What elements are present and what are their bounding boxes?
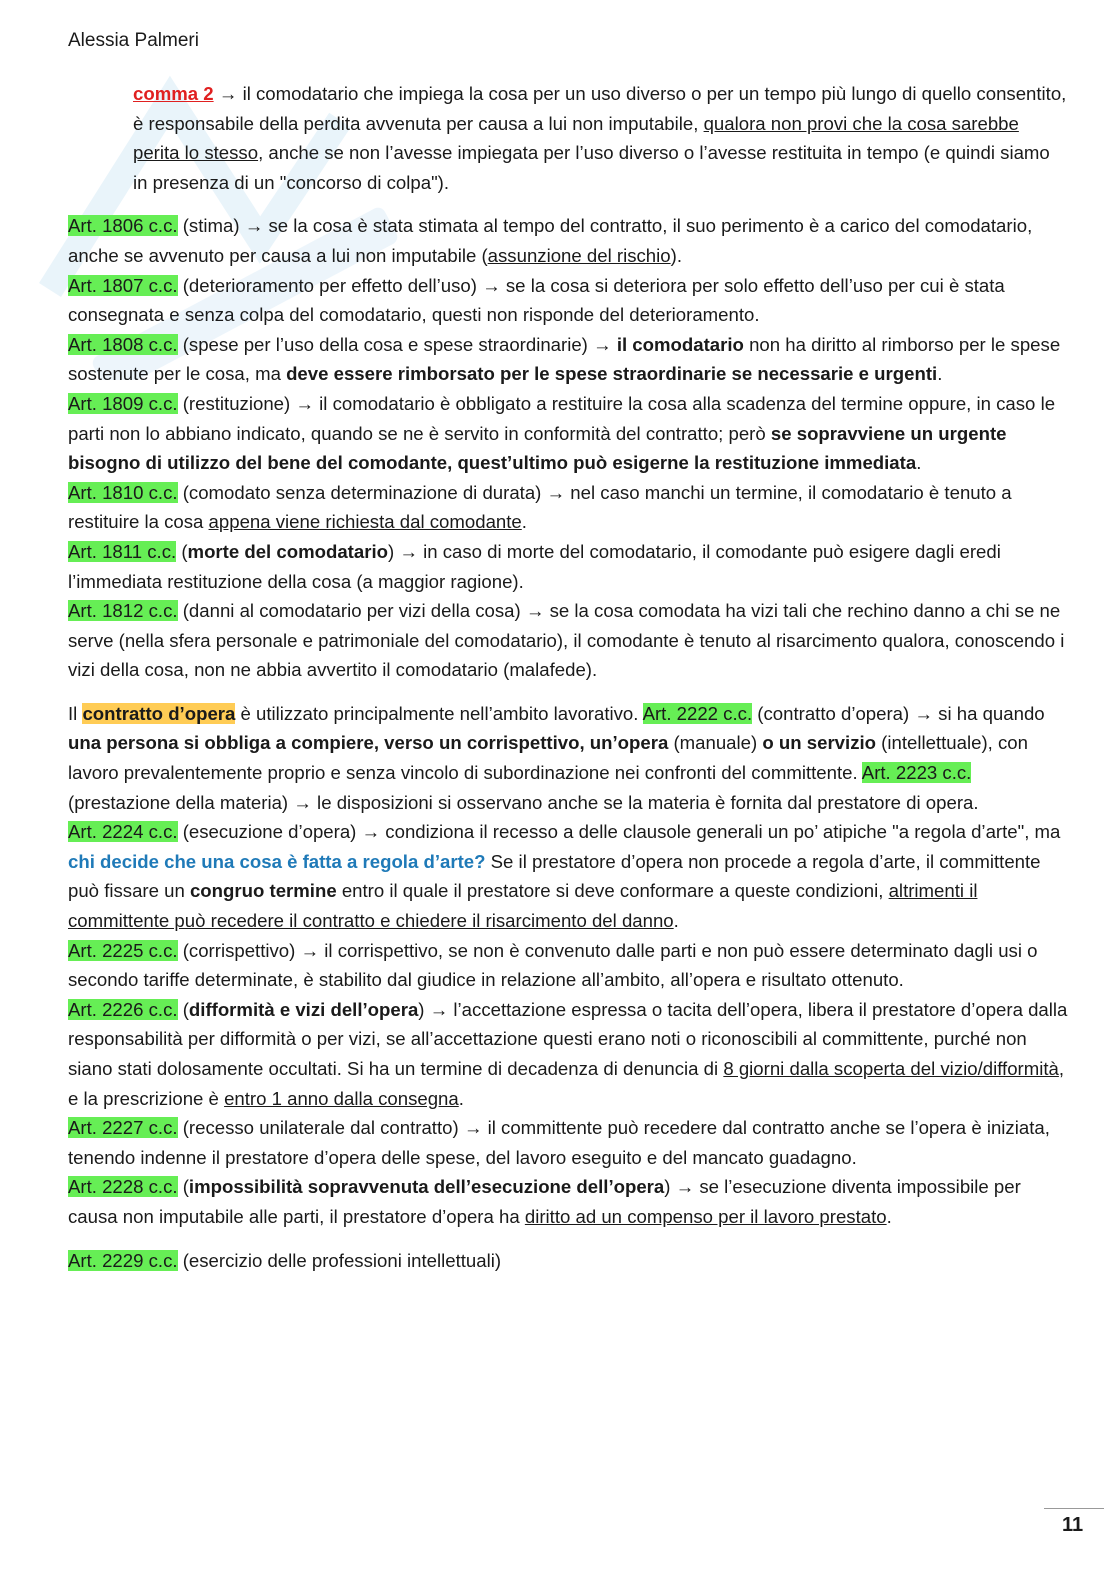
article-ref: Art. 1811 c.c. <box>68 540 177 562</box>
arrow-icon: → <box>482 274 501 296</box>
arrow-icon: → <box>525 600 545 622</box>
article-ref: Art. 2226 c.c. <box>68 998 178 1020</box>
arrow-icon: → <box>295 392 314 414</box>
text: ( <box>177 998 189 1020</box>
text: (prestazione della materia) <box>68 791 294 813</box>
document-body <box>68 79 1068 1275</box>
text: (stima) <box>177 215 245 237</box>
paragraph-art-2224 <box>68 817 1068 935</box>
text: ( <box>176 540 188 562</box>
header-author: Alessia Palmeri <box>68 30 199 51</box>
bold-text: o un servizio <box>762 732 877 754</box>
paragraph-art-1810 <box>68 478 1068 537</box>
arrow-icon: → <box>546 481 566 503</box>
text: se la cosa comodata ha vizi tali che rechino danno a chi se ne serve (nella sfera personale e patrimoniale del comodatario), il comodante è tenuto al risarcimento qualora, conoscendo i vizi della cosa, non ne abbia avvertito il comodatario (malafede). <box>68 600 1065 681</box>
text: il comodatario che impiega la cosa per un uso diverso o per un tempo più lungo di quello consentito, è responsabile della perdita avvenuta per causa a lui non imputabile, <box>133 83 1067 134</box>
paragraph-art-2226 <box>68 995 1068 1113</box>
text: Il <box>68 702 83 724</box>
arrow-icon: → <box>218 83 238 104</box>
article-ref: Art. 2225 c.c. <box>68 939 178 961</box>
text: (esercizio delle professioni intellettuali) <box>177 1249 502 1271</box>
bold-text: una persona si obbliga a compiere, verso un corrispettivo, un’opera <box>68 732 669 754</box>
text: il comodatario è obbligato a restituire la cosa alla scadenza del termine oppure, in caso le parti non lo abbiano indicato, quando se ne è servito in conformità del contratto; però <box>68 392 1056 444</box>
underlined-text: entro 1 anno dalla consegna <box>224 1087 459 1109</box>
text: . <box>937 363 943 385</box>
text: , e la prescrizione è <box>68 1058 1065 1109</box>
article-ref: Art. 1812 c.c. <box>68 600 178 622</box>
arrow-icon: → <box>675 1176 695 1198</box>
paragraph-art-1812 <box>68 596 1068 685</box>
text: se la cosa è stata stimata al tempo del contratto, il suo perimento è a carico del comodatario, anche se avvenuto per causa a lui non imputabile ( <box>68 215 1033 266</box>
paragraph-art-1808 <box>68 330 1068 389</box>
arrow-icon: → <box>463 1117 483 1139</box>
bold-text: impossibilità sopravvenuta dell’esecuzione dell’opera <box>188 1176 665 1198</box>
arrow-icon: → <box>399 540 418 562</box>
text: ). <box>670 244 682 266</box>
text: condiziona il recesso a delle clausole generali un po’ atipiche "a regola d’arte", ma <box>380 821 1061 843</box>
question-text: chi decide che una cosa è fatta a regola d’arte? <box>68 850 486 872</box>
arrow-icon: → <box>293 791 312 813</box>
text: se la cosa si deteriora per solo effetto dell’uso per cui è stata consegnata e senza colpa del comodatario, questi non risponde del deterioramento. <box>68 274 1005 326</box>
paragraph-art-2225 <box>68 936 1068 995</box>
text: ) <box>418 998 430 1020</box>
text: (danni al comodatario per vizi della cosa) <box>177 600 526 622</box>
paragraph-art-1809 <box>68 389 1068 478</box>
paragraph-art-1806 <box>68 211 1068 270</box>
text: . <box>886 1205 892 1227</box>
text: non ha diritto al rimborso per le spese sostenute per le cosa, ma <box>68 333 1061 385</box>
text: Se il prestatore d’opera non procede a regola d’arte, il committente può fissare un <box>68 850 1041 902</box>
text: (esecuzione d’opera) <box>177 821 362 843</box>
underlined-text: 8 giorni dalla scoperta del vizio/difformità <box>723 1058 1059 1079</box>
text: (contratto d’opera) <box>752 702 915 724</box>
bold-text: se sopravviene un urgente bisogno di utilizzo del bene del comodante, quest’ultimo può esigerne la restituzione immediata <box>68 422 1007 474</box>
paragraph-comma-2 <box>68 79 1068 197</box>
text: (deterioramento per effetto dell’uso) <box>177 274 483 296</box>
underlined-text: appena viene richiesta dal comodante <box>208 511 522 533</box>
bold-text: congruo termine <box>189 880 337 902</box>
article-ref: Art. 2227 c.c. <box>68 1117 178 1139</box>
text: . <box>521 511 527 533</box>
text: nel caso manchi un termine, il comodatario è tenuto a restituire la cosa <box>68 481 1012 533</box>
text: . <box>673 910 679 932</box>
article-ref: Art. 2228 c.c. <box>68 1176 178 1198</box>
article-ref: Art. 1809 c.c. <box>68 392 178 414</box>
underlined-text: assunzione del rischio <box>487 244 671 266</box>
text: il committente può recedere dal contratto anche se l’opera è iniziata, tenendo indenne il prestatore d’opera delle spese, del lavoro eseguito e del mancato guadagno. <box>68 1117 1050 1168</box>
text: (corrispettivo) <box>177 939 301 961</box>
text: il corrispettivo, se non è convenuto dalle parti e non può essere determinato dagli usi o secondo tariffe determinate, è stabilito dal giudice in relazione all’ambito, all’opera e risultato ottenuto. <box>68 939 1038 991</box>
underlined-text: diritto ad un compenso per il lavoro prestato <box>524 1205 887 1227</box>
page-number: 11 <box>1062 1514 1084 1536</box>
text: si ha quando <box>932 702 1045 724</box>
text: ) <box>387 540 400 562</box>
underlined-text: qualora non provi che la cosa sarebbe perita lo stesso <box>133 112 1019 164</box>
arrow-icon: → <box>300 939 320 961</box>
highlighted-term: contratto d’opera <box>82 702 236 724</box>
footer-rule <box>1044 1508 1104 1509</box>
text: (manuale) <box>668 732 763 754</box>
text: (spese per l’uso della cosa e spese straordinarie) <box>177 333 594 355</box>
paragraph-contratto-opera <box>68 699 1068 817</box>
text: . <box>916 452 922 474</box>
text: è utilizzato principalmente nell’ambito lavorativo. <box>235 702 643 724</box>
paragraph-art-2228 <box>68 1172 1068 1231</box>
arrow-icon: → <box>429 998 449 1020</box>
arrow-icon: → <box>593 333 612 355</box>
bold-text: deve essere rimborsato per le spese straordinarie se necessarie e urgenti <box>286 363 938 385</box>
underlined-text: altrimenti il committente può recedere il contratto e chiedere il risarcimento del danno <box>68 880 978 932</box>
article-ref: Art. 2229 c.c. <box>68 1249 178 1271</box>
text: . <box>458 1087 464 1109</box>
text: ( <box>177 1176 189 1198</box>
text: (restituzione) <box>177 392 296 414</box>
article-ref: Art. 2222 c.c. <box>642 702 753 724</box>
text: se l’esecuzione diventa impossibile per causa non imputabile alle parti, il prestatore d’opera ha <box>68 1176 1021 1227</box>
bold-text: il comodatario <box>616 333 744 355</box>
text: ) <box>664 1176 676 1198</box>
paragraph-art-2227 <box>68 1113 1068 1172</box>
article-ref: Art. 1810 c.c. <box>68 481 178 503</box>
arrow-icon: → <box>244 215 264 237</box>
text: (intellettuale), con lavoro prevalentemente proprio e senza vincolo di subordinazione nei confronti del committente. <box>68 732 1028 784</box>
article-ref: Art. 1807 c.c. <box>68 274 178 296</box>
arrow-icon: → <box>914 702 933 724</box>
paragraph-art-1807 <box>68 271 1068 330</box>
text: (recesso unilaterale dal contratto) <box>177 1117 464 1139</box>
paragraph-art-2229 <box>68 1246 1068 1276</box>
text: le disposizioni si osservano anche se la materia è fornita dal prestatore di opera. <box>311 791 979 813</box>
text: in caso di morte del comodatario, il comodante può esigere dagli eredi l’immediata restituzione della cosa (a maggior ragione). <box>68 540 1001 592</box>
article-ref: Art. 2223 c.c. <box>861 762 972 784</box>
arrow-icon: → <box>361 821 381 843</box>
text: entro il quale il prestatore si deve conformare a queste condizioni, <box>336 880 889 902</box>
comma-2-label: comma 2 <box>133 83 214 104</box>
bold-text: difformità e vizi dell’opera <box>188 998 419 1020</box>
article-ref: Art. 1808 c.c. <box>68 333 178 355</box>
article-ref: Art. 1806 c.c. <box>68 215 178 237</box>
text: (comodato senza determinazione di durata) <box>177 481 547 503</box>
article-ref: Art. 2224 c.c. <box>68 821 178 843</box>
text: l’accettazione espressa o tacita dell’opera, libera il prestatore d’opera dalla responsabilità per difformità o per vizi, se all’accettazione questi erano noti o riconoscibili al committente, purché non siano stati dolosamente occultati. Si ha un termine di decadenza di denuncia di <box>68 998 1068 1079</box>
text: , anche se non l’avesse impiegata per l’uso diverso o l’avesse restituita in tempo (e quindi siamo in presenza di un "concorso di colpa"). <box>133 142 1050 193</box>
bold-text: morte del comodatario <box>187 540 388 562</box>
paragraph-art-1811 <box>68 537 1068 596</box>
